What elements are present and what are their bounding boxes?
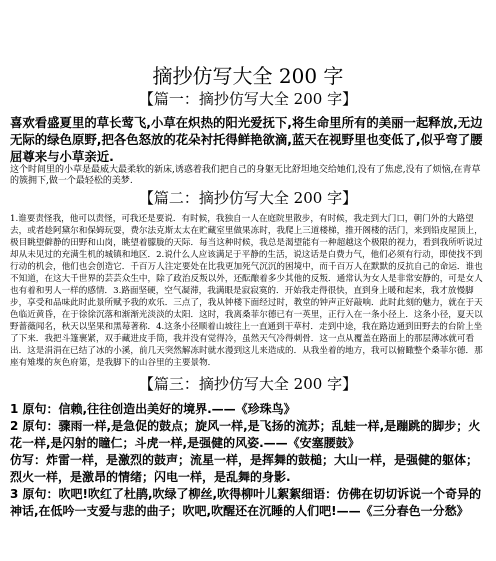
section-heading-2: 【篇二：摘抄仿写大全 200 字】: [138, 189, 358, 207]
section-3-line: 3 原句：吹吧!吹红了杜鹃,吹绿了柳丝,吹得柳叶儿絮絮细语：仿佛在切切诉说一个奇异的神话,在低吟一支爱与悲的曲子；吹吧,吹醒还在沉睡的人们吧!——《三分春色一分愁》: [10, 487, 482, 518]
section-heading-3: 【篇三：摘抄仿写大全 200 字】: [138, 375, 358, 393]
section-heading-1: 【篇一：摘抄仿写大全 200 字】: [138, 90, 358, 108]
section-1-paragraph: 这个时间里的小草是最威大最柔软的新床,诱惑着我们把自己的身躯无比舒坦地交给她们,没有了焦虑,没有了烦恼,在青草的簇拥下,做一个最轻松的美梦.: [10, 165, 481, 186]
section-3-line: 仿写：炸雷一样，是激烈的鼓声；流星一样，是挥舞的鼓槌；大山一样，是强健的躯体；烈火一样，是激昂的情绪；闪电一样，是乱舞的身影.: [10, 453, 479, 484]
section-3-line: 2 原句：骤雨一样,是急促的鼓点；旋风一样,是飞扬的流苏；乱蛙一样,是蹦跳的脚步；火花一样,是闪射的瞳仁；斗虎一样,是强健的风姿.——《安塞腰鼓》: [10, 419, 481, 450]
section-1-bold-paragraph: 喜欢看盛夏里的草长莺飞,小草在炽热的阳光爱抚下,将生命里所有的美丽一起释放,无边无际的绿色原野,把各色怒放的花朵衬托得鲜艳欲滴,蓝天在视野里也变低了,似乎弯了腰屈尊来与小草亲近.: [10, 115, 483, 164]
document-title: 摘抄仿写大全 200 字: [152, 64, 344, 88]
section-2-paragraph: 1.谁要责怪我，他可以责怪，可我还是要说．有时候，我独自一人在庭院里散步，有时候，我走到大门口，朝门外的大路望去，或者趁阿黛尔和保姆玩耍，费尔法克斯太太在贮藏室里做果冻时，我爬上三道楼梯，推开阁楼的活门，来到铅皮屋顶上，极目眺望僻静的田野和山岗，眺望着朦胧的天际．每当这种时候，我总是渴望能有一种超越这个极限的视力，看到我所听说过却从未见过的充满生机的城镇和地区．2.说什么人应该满足于平静的生活，说这话是白费力气，他们必须有行动，即使找不到行动的机会，他们也会创造它．千百万人注定要处在比我更加死气沉沉的困境中，而千百万人在默默的反抗自己的命运．谁也不知道，在这大千世界的芸芸众生中，除了政治反叛以外，还酝酿着多少其他的反叛．通常认为女人是非常安静的，可是女人也有着和男人一样的感情．3.路面坚硬，空气凝滞，我满眼是寂寂寞的．开始我走得很快，直到身上暖和起来，我才放慢脚步，享受和品味此时此景所赋予我的欢乐．三点了，我从钟楼下面经过时，教堂的钟声正好敲响．此时此刻的魅力，就在于天色临近黄昏，在于徐徐沉落和渐渐光淡淡的太阳．这时，我离桑菲尔德已有一英里，正行入在一条小径上．这条小径，夏天以野蔷薇闻名，秋天以坚果和黑莓著称．4.这条小径顺着山坡往上一直通到干草村．走到中途，我在路边通到田野去的台阶上坐了下来．我把斗篷裹紧，双手藏进皮手筒，我并没有觉得冷，虽然天气冷得刺骨．这一点从覆盖在路面上的那层薄冰就可看出．这是涓涓在已结了冰的小溪，前几天突然解冻时就水漫到这儿来造成的．从我坐着的地方，我可以俯瞰整个桑菲尔德．那座有雉堞的灰色府第，是我脚下的山谷里的主要景物．: [10, 214, 483, 368]
section-3-line: 1 原句：信赖,往往创造出美好的境界.——《珍珠鸟》: [10, 402, 296, 416]
